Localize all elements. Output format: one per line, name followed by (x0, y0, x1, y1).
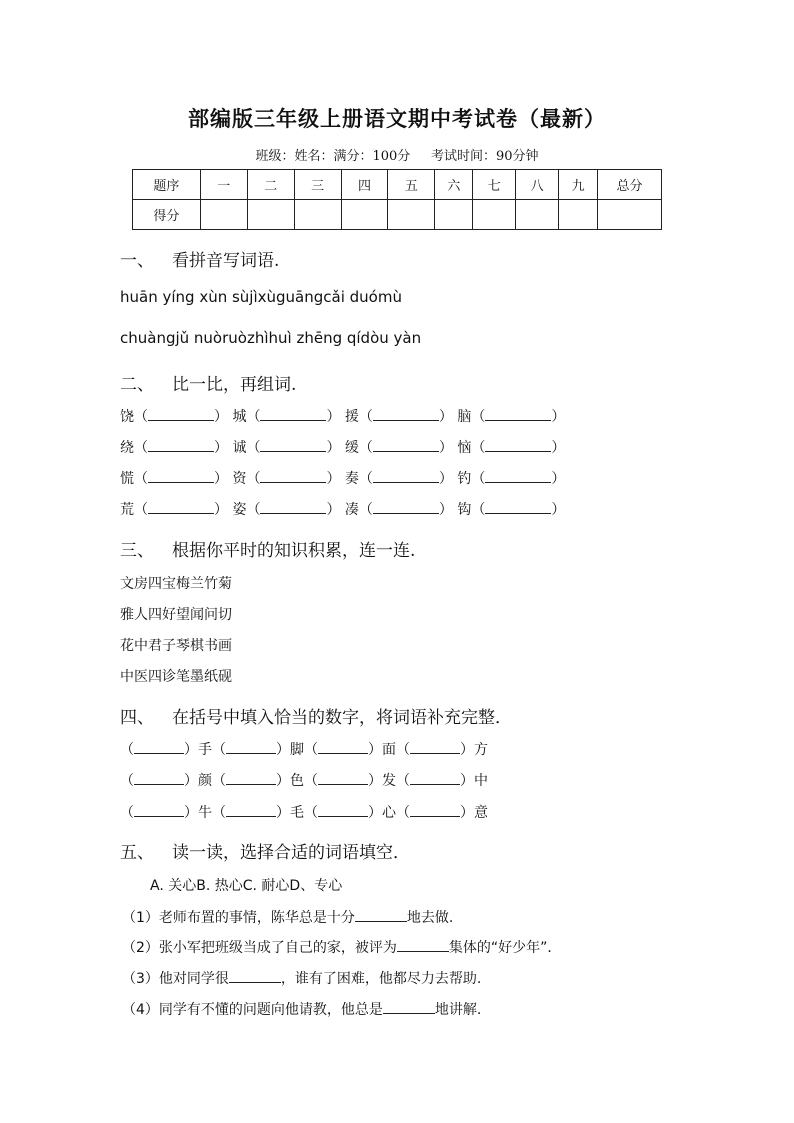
class-name-score-info: 班级：姓名：满分：100分 (255, 149, 411, 164)
score-header-cell: 六 (435, 170, 473, 200)
word-compare-row (120, 499, 565, 519)
char-pair: 援（ ） (344, 409, 453, 425)
score-header-cell: 三 (294, 170, 341, 200)
number-fill-row: （ ）牛（ ）毛（ ）心（ ）意 (120, 805, 488, 821)
page-title: 部编版三年级上册语文期中考试卷（最新） (188, 106, 606, 131)
char: 意 (474, 805, 488, 821)
score-header-cell: 总分 (598, 170, 662, 200)
char-pair: 凑（ ） (344, 502, 453, 518)
number-fill-row: （ ）手（ ）脚（ ）面（ ）方 (120, 742, 488, 758)
char: 慌 (120, 471, 134, 487)
question-text: （1）老师布置的事情，陈华总是十分 (122, 910, 355, 926)
answer-blank[interactable] (373, 439, 439, 452)
char: 心 (382, 805, 396, 821)
char: 方 (474, 742, 488, 758)
answer-blank[interactable] (373, 408, 439, 421)
question-text: （3）他对同学很 (122, 971, 229, 987)
char: 凑 (344, 502, 359, 518)
char-pair: 缓（ ） (344, 440, 453, 456)
char: 奏 (344, 471, 359, 487)
answer-blank[interactable] (134, 772, 184, 785)
question-1 (122, 907, 453, 927)
answer-blank[interactable] (148, 470, 214, 483)
char: 面 (382, 742, 396, 758)
score-cell[interactable] (435, 200, 473, 230)
char: 牛 (198, 805, 212, 821)
question-4 (122, 999, 481, 1019)
answer-blank[interactable] (226, 804, 276, 817)
score-header-cell: 一 (200, 170, 247, 200)
answer-blank[interactable] (148, 408, 214, 421)
answer-blank[interactable] (226, 741, 276, 754)
question-text: 集体的“好少年”． (448, 940, 562, 956)
score-cell[interactable] (598, 200, 662, 230)
word-compare-row (120, 406, 565, 426)
score-row-label: 得分 (133, 200, 201, 230)
answer-blank[interactable] (148, 501, 214, 514)
match-line: 花中君子琴棋书画 (120, 638, 232, 654)
char: 饶 (120, 409, 134, 425)
char: 发 (382, 773, 396, 789)
section-title: 比一比，再组词. (172, 375, 297, 395)
score-cell[interactable] (388, 200, 435, 230)
section-title: 读一读，选择合适的词语填空． (172, 843, 410, 863)
answer-blank[interactable] (318, 804, 368, 817)
section-title: 根据你平时的知识积累，连一连. (172, 541, 416, 561)
char-pair: 绕（ ） (120, 440, 228, 456)
char: 荒 (120, 502, 134, 518)
section-5-heading (120, 838, 410, 863)
section-3-heading (120, 536, 415, 561)
answer-blank[interactable] (410, 804, 460, 817)
word-compare-row (120, 437, 565, 457)
score-table-header-row (133, 170, 662, 200)
section-2-heading (120, 370, 296, 395)
question-text: 地去做. (406, 910, 454, 926)
pinyin-line-2: chuàngjǔ nuòruòzhìhuì zhēng qídòu yàn (120, 329, 422, 347)
char: 钩 (457, 502, 472, 518)
score-header-cell: 题序 (133, 170, 201, 200)
char-pair: 钓（ ） (457, 471, 566, 487)
answer-blank[interactable] (410, 741, 460, 754)
answer-blank[interactable] (260, 408, 326, 421)
word-options: A. 关心B. 热心C. 耐心D、专心 (150, 878, 343, 894)
char-pair: 脑（ ） (457, 409, 566, 425)
char-pair: 资（ ） (232, 471, 341, 487)
pinyin-line-1: huān yíng xùn sùjìxùguāngcǎi duómù (120, 288, 402, 306)
answer-blank[interactable] (485, 501, 551, 514)
exam-time-info: 考试时间：90分钟 (430, 149, 539, 164)
answer-blank[interactable] (318, 772, 368, 785)
match-line: 雅人四好望闻问切 (120, 607, 232, 623)
char-pair: 恼（ ） (457, 440, 566, 456)
section-1-heading (120, 246, 279, 271)
char-pair: 荒（ ） (120, 502, 228, 518)
answer-blank[interactable] (373, 501, 439, 514)
section-number: 四、 (120, 708, 154, 728)
answer-blank[interactable] (134, 804, 184, 817)
answer-blank[interactable] (260, 439, 326, 452)
char-pair: 饶（ ） (120, 409, 228, 425)
score-cell[interactable] (559, 200, 598, 230)
char: 色 (290, 773, 304, 789)
char: 城 (232, 409, 247, 425)
answer-blank[interactable] (485, 439, 551, 452)
char: 脑 (457, 409, 472, 425)
number-fill-row: （ ）颜（ ）色（ ）发（ ）中 (120, 773, 488, 789)
char-pair: 姿（ ） (232, 502, 341, 518)
score-table (132, 169, 662, 230)
answer-blank[interactable] (410, 772, 460, 785)
char-pair: 诚（ ） (232, 440, 341, 456)
section-number: 二、 (120, 375, 154, 395)
char: 诚 (232, 440, 247, 456)
char: 毛 (290, 805, 304, 821)
char: 中 (474, 773, 488, 789)
word-compare-row (120, 468, 565, 488)
score-header-cell: 五 (388, 170, 435, 200)
score-header-cell: 九 (559, 170, 598, 200)
answer-blank[interactable] (383, 1001, 435, 1014)
char: 资 (232, 471, 247, 487)
answer-blank[interactable] (226, 772, 276, 785)
char-pair: 城（ ） (232, 409, 341, 425)
score-cell[interactable] (247, 200, 294, 230)
question-text: ，谁有了困难，他都尽力去帮助. (280, 971, 482, 987)
question-text: （2）张小军把班级当成了自己的家，被评为 (122, 940, 397, 956)
score-header-cell: 四 (341, 170, 388, 200)
score-cell[interactable] (473, 200, 516, 230)
score-cell[interactable] (341, 200, 388, 230)
char: 绕 (120, 440, 134, 456)
score-table-score-row (133, 200, 662, 230)
char: 恼 (457, 440, 472, 456)
score-header-cell: 七 (473, 170, 516, 200)
answer-blank[interactable] (318, 741, 368, 754)
char: 姿 (232, 502, 247, 518)
section-number: 三、 (120, 541, 154, 561)
answer-blank[interactable] (485, 408, 551, 421)
score-cell[interactable] (516, 200, 559, 230)
char: 手 (198, 742, 212, 758)
char: 脚 (290, 742, 304, 758)
section-title: 看拼音写词语. (172, 251, 280, 271)
char: 援 (344, 409, 359, 425)
score-header-cell: 八 (516, 170, 559, 200)
section-number: 五、 (120, 843, 154, 863)
char-pair: 慌（ ） (120, 471, 228, 487)
answer-blank[interactable] (260, 501, 326, 514)
question-text: （4）同学有不懂的问题向他请教，他总是 (122, 1002, 383, 1018)
section-title: 在括号中填入恰当的数字，将词语补充完整． (172, 708, 512, 728)
answer-blank[interactable] (485, 470, 551, 483)
answer-blank[interactable] (373, 470, 439, 483)
section-4-heading (120, 703, 512, 728)
answer-blank[interactable] (148, 439, 214, 452)
question-3 (122, 968, 481, 988)
char-pair: 奏（ ） (344, 471, 453, 487)
char: 缓 (344, 440, 359, 456)
char-pair: 钩（ ） (457, 502, 566, 518)
section-number: 一、 (120, 251, 154, 271)
exam-info (0, 145, 794, 164)
answer-blank[interactable] (229, 970, 281, 983)
score-header-cell: 二 (247, 170, 294, 200)
answer-blank[interactable] (134, 741, 184, 754)
question-text: 地讲解. (434, 1002, 482, 1018)
answer-blank[interactable] (260, 470, 326, 483)
match-line: 中医四诊笔墨纸砚 (120, 669, 232, 685)
answer-blank[interactable] (355, 909, 407, 922)
score-cell[interactable] (200, 200, 247, 230)
match-line: 文房四宝梅兰竹菊 (120, 576, 232, 592)
score-cell[interactable] (294, 200, 341, 230)
char: 颜 (198, 773, 212, 789)
question-2 (122, 937, 561, 957)
char: 钓 (457, 471, 472, 487)
answer-blank[interactable] (397, 939, 449, 952)
